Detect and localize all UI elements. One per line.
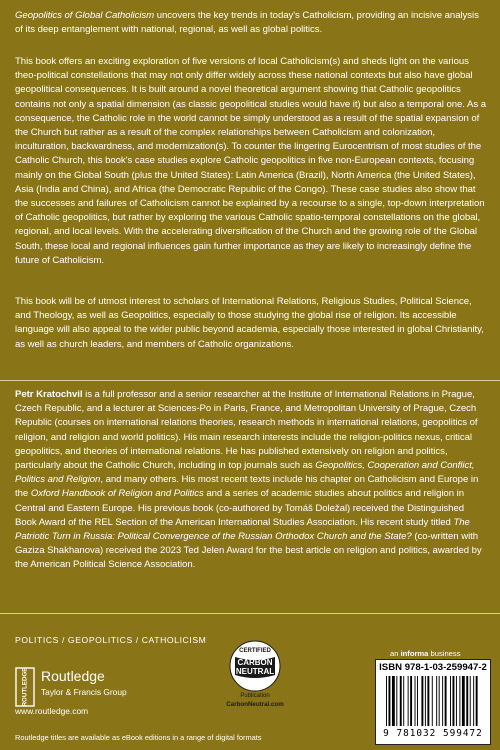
carbon-main2-text: NEUTRAL xyxy=(235,667,275,676)
book-title: Geopolitics of Global Catholicism xyxy=(15,10,155,21)
author-bio xyxy=(15,388,487,573)
routledge-emblem-icon xyxy=(15,667,35,707)
divider-bottom xyxy=(0,613,500,614)
intro-paragraph xyxy=(15,9,487,37)
publisher-website: www.routledge.com xyxy=(15,706,89,716)
barcode xyxy=(375,659,491,745)
audience-paragraph: This book will be of utmost interest to scholars of International Relations, Religious Studies, Political Science, and Theology, as well as Geopolitics, especially to those studying the global rise of religion. Its accessible language will also appeal to the wider public beyond academia, especially those interested in global Christianity, as well as church leaders, and members of Catholic organizations. xyxy=(15,296,484,350)
author-name: Petr Kratochvil xyxy=(15,389,83,400)
informa-tagline xyxy=(390,649,461,658)
carbon-neutral-icon xyxy=(217,639,293,695)
subject-categories: POLITICS / GEOPOLITICS / CATHOLICISM xyxy=(15,635,207,645)
routledge-emblem-text: ROUTLEDGE xyxy=(21,667,29,707)
publisher-group: Taylor & Francis Group xyxy=(41,687,127,697)
bio-handbook: Oxford Handbook of Religion and Politics xyxy=(30,488,204,500)
informa-suffix: business xyxy=(428,649,461,658)
carbon-site: CarbonNeutral.com xyxy=(226,701,284,708)
bio-text-4: (co-written with Gaziza Shakhanova) received the 2023 Ted Jelen Award for the best article on religion and politics, awarded by the American Political Science Association. xyxy=(15,531,482,571)
bio-journals: Geopolitics, Cooperation and Conflict, Politics and Religion xyxy=(15,460,475,486)
isbn-text: ISBN 978-1-03-259947-2 xyxy=(379,662,487,673)
description-paragraph: This book offers an exciting exploration of five versions of local Catholicism(s) and sheds light on the various theo-political constellations that may not only differ widely across these national contexts but also have global geopolitical consequences. It is built around a novel theoretical argument showing that Catholic geopolitics contains not only a spatial dimension (as classic geopolitical studies would have it) but also a temporal one. As a consequence, the Catholic role in the world cannot be simply understood as a result of the spatial expansion of the Church but rather as a result of the complex relationships between Catholicism and colonization, inculturation, backwardness, and modernization(s). To counter the lingering Eurocentrism of most studies of the Catholic Church, this book's case studies explore Catholic geopolitics in five non-European contexts, focusing mainly on the Global South (plus the United States): Latin America (Brazil), North America (the United States), Asia (India and China), and Africa (the Democratic Republic of the Congo). These case studies also show that the successes and failures of Catholicism cannot be explained by a recourse to a single, top-down interpretation of Catholic geopolitics, but rather by exploring the various Catholic spatio-temporal constellations on the global, regional, and local levels. With the accelerating diversification of the Church and the growing role of the Global South, these local and regional influences gain further importance as they are likely to increasingly define the future of Catholicism. xyxy=(15,56,487,266)
bio-text-2: , and many others. His most recent texts include his chapter on Catholicism and Europe in the xyxy=(15,474,479,500)
carbon-neutral-badge xyxy=(217,639,293,717)
informa-prefix: an xyxy=(390,649,401,658)
carbon-main-text: CARBON xyxy=(237,658,273,667)
bio-text-1: is a full professor and a senior researcher at the Institute of International Relations in Prague, Czech Republic, and a lecturer at Sciences-Po in Paris, France, and Metropolitan University of Prague, Czech Republic (courses on international relations theories, research methods in international relations, geopolitics of religion, and religion and world politics). His main research interests include the religion-politics nexus, critical geopolitics, and theories of international relations. He has published extensively on religion and politics, particularly about the Catholic Church, including in top journals such as xyxy=(15,389,478,472)
barcode-digits: 9 781032 599472 xyxy=(383,728,483,739)
barcode-bars-icon xyxy=(386,676,480,726)
intro-text: uncovers the key trends in today's Catholicism, providing an incisive analysis of its deep entanglement with national, regional, as well as global politics. xyxy=(15,10,479,36)
carbon-publication: Publication xyxy=(240,693,270,699)
informa-brand: informa xyxy=(400,649,429,658)
bio-text-3: and a series of academic studies about politics and religion in Central and Eastern Europe. His previous book (co-authored by Tomáš Doležal) received the Distinguished Book Award of the REL Section of the American International Studies Association. His recent study titled xyxy=(15,488,465,528)
routledge-logo xyxy=(15,667,145,707)
carbon-top-text: CERTIFIED xyxy=(239,648,271,654)
bio-study-title: The Patriotic Turn in Russia: Political Convergence of the Russian Orthodox Church and the State? xyxy=(15,516,470,543)
divider-top xyxy=(0,380,500,381)
publisher-name: Routledge xyxy=(41,668,105,684)
ebook-note: Routledge titles are available as eBook editions in a range of digital formats xyxy=(15,733,262,742)
